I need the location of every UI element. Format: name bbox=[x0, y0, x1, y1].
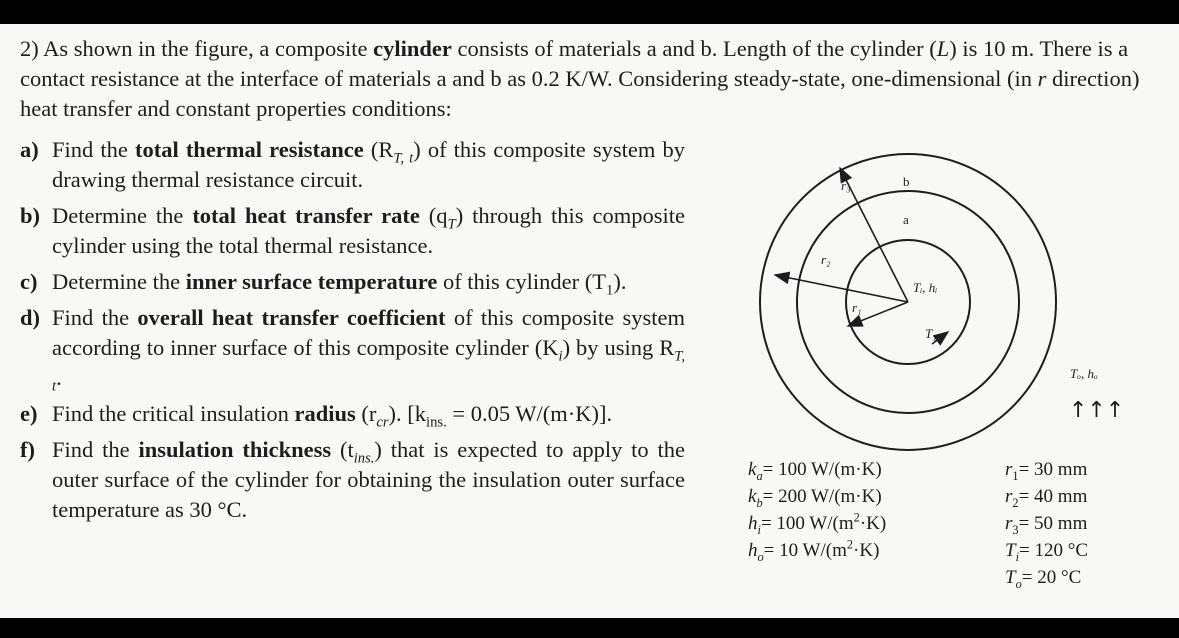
item-subscript: T bbox=[447, 216, 456, 233]
intro-text: direction) heat transfer and constant properties conditions: bbox=[20, 66, 1140, 121]
given-subscript: b bbox=[756, 495, 763, 510]
intro-text: ) is 10 m. There is a contact resistance at the interface of materials a and b as 0.2 K/W. Considering steady-state, one-dimensional (in bbox=[20, 36, 1129, 91]
given-subscript: 1 bbox=[1012, 468, 1019, 483]
inner-fluid-label: Tᵢ, hᵢ bbox=[913, 280, 938, 295]
given-symbol: h bbox=[748, 540, 758, 561]
given-subscript: i bbox=[757, 522, 761, 537]
given-kb bbox=[748, 483, 886, 510]
given-r3 bbox=[1005, 510, 1088, 537]
r2-label: r₂ bbox=[821, 252, 831, 267]
given-subscript: 2 bbox=[1012, 495, 1019, 510]
item-bold: inner surface temperature bbox=[185, 269, 438, 294]
item-text: ). bbox=[613, 269, 627, 294]
item-text: . bbox=[56, 365, 62, 390]
given-value: = 200 W/(m·K) bbox=[762, 486, 882, 507]
question-item-a bbox=[20, 135, 685, 195]
given-symbol: k bbox=[748, 459, 757, 480]
given-value: = 120 °C bbox=[1019, 540, 1089, 561]
given-value: = 100 W/(m bbox=[760, 513, 854, 534]
question-list bbox=[20, 135, 685, 531]
given-value: = 30 mm bbox=[1018, 459, 1088, 480]
item-text: ) that is expected to apply to the outer surface of the cylinder for obtaining the insulation outer surface temperature as 30 °C. bbox=[52, 437, 686, 522]
item-bold: radius bbox=[294, 401, 356, 426]
item-bold: total heat transfer rate bbox=[192, 203, 420, 228]
given-hi bbox=[748, 510, 886, 537]
intro-symbol: r bbox=[1037, 66, 1047, 91]
r3-label: r₃ bbox=[841, 178, 851, 193]
intro-text: consists of materials a and b. Length of the cylinder ( bbox=[451, 36, 937, 61]
item-text: Find the critical insulation bbox=[52, 401, 295, 426]
given-value: ·K) bbox=[859, 513, 887, 534]
intro-symbol: L bbox=[936, 36, 950, 61]
question-item-b bbox=[20, 201, 685, 261]
given-r1 bbox=[1005, 456, 1088, 483]
r2-arrow bbox=[775, 275, 908, 302]
given-subscript: 3 bbox=[1012, 522, 1019, 537]
document-page bbox=[0, 24, 1179, 618]
outer-fluid-label: Tₒ, hₒ bbox=[1070, 366, 1098, 381]
question-item-d bbox=[20, 303, 685, 393]
given-symbol: h bbox=[748, 513, 758, 534]
composite-cylinder-figure bbox=[745, 142, 1165, 452]
item-label: a) bbox=[20, 137, 39, 162]
problem-statement bbox=[20, 34, 1170, 124]
given-ka bbox=[748, 456, 886, 483]
item-text: Find the bbox=[52, 305, 138, 330]
given-symbol: T bbox=[1005, 540, 1016, 561]
item-text: (q bbox=[419, 203, 448, 228]
flow-arrows-icon: ↑↑↑ bbox=[1069, 398, 1125, 423]
item-label: c) bbox=[20, 269, 38, 294]
item-subscript: 1 bbox=[606, 282, 614, 299]
given-value: = 20 °C bbox=[1021, 567, 1082, 588]
r1-label: r₁ bbox=[852, 300, 862, 315]
given-symbol: r bbox=[1005, 459, 1013, 480]
item-text: ) of this composite system by drawing thermal resistance circuit. bbox=[52, 137, 685, 192]
item-text: ) through this composite cylinder using the total thermal resistance. bbox=[52, 203, 685, 258]
given-subscript: a bbox=[756, 468, 763, 483]
item-subscript: T, t bbox=[393, 150, 414, 167]
given-value: ·K) bbox=[853, 540, 880, 561]
item-text: of this cylinder (T bbox=[437, 269, 607, 294]
item-subscript: ins. bbox=[353, 450, 375, 467]
given-symbol: k bbox=[748, 486, 757, 507]
given-symbol: r bbox=[1005, 513, 1013, 534]
material-a-label: a bbox=[903, 212, 909, 227]
item-text: ) by using R bbox=[562, 335, 675, 360]
item-text: Find the bbox=[52, 137, 135, 162]
item-text: (R bbox=[363, 137, 394, 162]
item-bold: overall heat transfer coefficient bbox=[137, 305, 446, 330]
material-properties bbox=[748, 456, 886, 564]
given-symbol: T bbox=[1005, 567, 1016, 588]
geometry-and-temperatures bbox=[1005, 456, 1088, 591]
item-text: Determine the bbox=[52, 203, 193, 228]
question-item-f bbox=[20, 435, 685, 525]
question-item-e bbox=[20, 399, 685, 429]
item-text: (t bbox=[331, 437, 354, 462]
given-ti bbox=[1005, 537, 1088, 564]
given-subscript: o bbox=[1015, 576, 1022, 591]
given-superscript: 2 bbox=[846, 537, 854, 552]
item-subscript: i bbox=[558, 348, 563, 365]
item-bold: total thermal resistance bbox=[134, 137, 364, 162]
given-ho bbox=[748, 537, 886, 564]
intro-text: 2) As shown in the figure, a composite bbox=[20, 36, 374, 61]
item-subscript: ins. bbox=[426, 414, 447, 431]
item-label: d) bbox=[20, 305, 41, 330]
given-symbol: r bbox=[1005, 486, 1013, 507]
item-label: e) bbox=[20, 401, 38, 426]
item-label: f) bbox=[20, 437, 35, 462]
question-item-c bbox=[20, 267, 685, 297]
item-text: Determine the bbox=[52, 269, 186, 294]
item-text: (r bbox=[355, 401, 377, 426]
given-superscript: 2 bbox=[853, 510, 860, 525]
given-value: = 50 mm bbox=[1018, 513, 1088, 534]
given-value: = 10 W/(m bbox=[763, 540, 847, 561]
item-subscript: cr bbox=[376, 414, 389, 431]
material-b-label: b bbox=[903, 174, 910, 189]
given-r2 bbox=[1005, 483, 1088, 510]
item-text: ). [k bbox=[388, 401, 427, 426]
intro-bold: cylinder bbox=[373, 36, 452, 61]
item-text: = 0.05 W/(m·K)]. bbox=[446, 401, 613, 426]
given-to bbox=[1005, 564, 1088, 591]
t1-label: T₁ bbox=[925, 326, 937, 341]
item-bold: insulation thickness bbox=[138, 437, 332, 462]
given-subscript: o bbox=[757, 549, 764, 564]
given-value: = 100 W/(m·K) bbox=[762, 459, 882, 480]
given-subscript: i bbox=[1015, 549, 1020, 564]
given-value: = 40 mm bbox=[1018, 486, 1088, 507]
item-subscript: T, t bbox=[52, 348, 685, 395]
item-text: Find the bbox=[52, 437, 139, 462]
item-label: b) bbox=[20, 203, 41, 228]
item-text: of this composite system according to inner surface of this composite cylinder (K bbox=[52, 305, 685, 360]
